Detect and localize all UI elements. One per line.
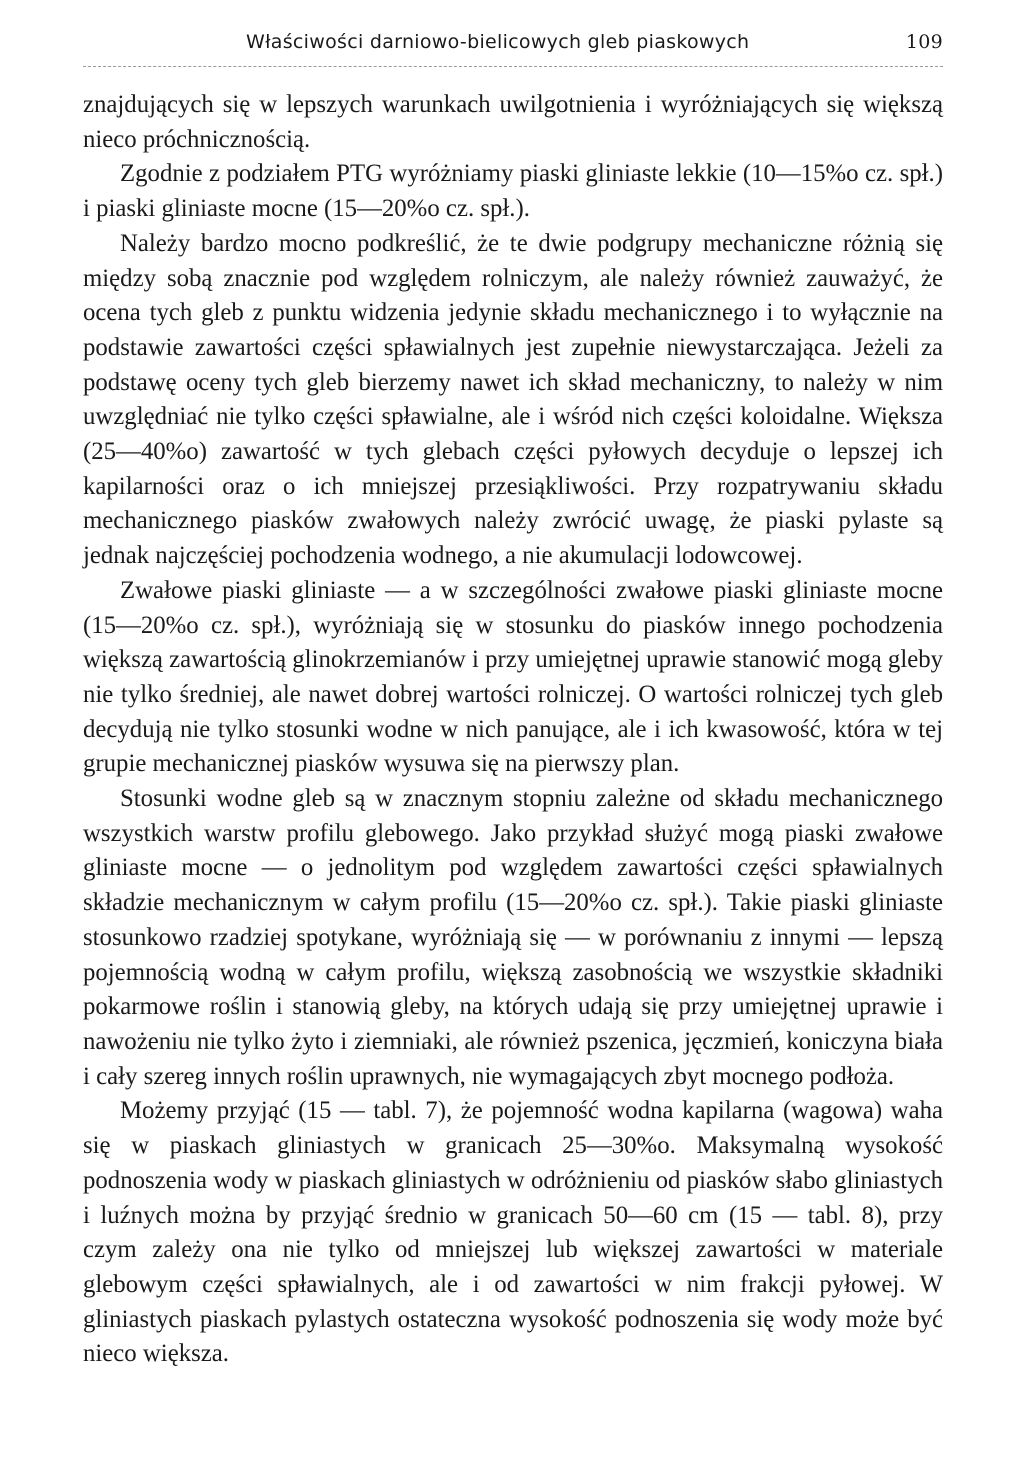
body-text <box>83 88 943 1372</box>
paragraph: Zwałowe piaski gliniaste — a w szczególności zwałowe piaski gliniaste mocne (15—20%o cz. spł.), wyróżniają się w stosunku do piasków innego pochodzenia większą zawartością glinokrzemianów i przy umiejętnej uprawie stanowić mogą gleby nie tylko średniej, ale nawet dobrej wartości rolniczej. O wartości rolniczej tych gleb decydują nie tylko stosunki wodne w nich panujące, ale i ich kwasowość, która w tej grupie mechanicznej piasków wysuwa się na pierwszy plan. <box>83 576 944 778</box>
paragraph-continuation: znajdujących się w lepszych warunkach uwilgotnienia i wyróżniających się większą nieco próchnicznością. <box>83 91 943 153</box>
page <box>83 28 943 1372</box>
paragraph: Możemy przyjąć (15 — tabl. 7), że pojemność wodna kapilarna (wagowa) waha się w piaskach gliniastych w granicach 25—30%o. Maksymalną wysokość podnoszenia wody w piaskach gliniastych w odróżnieniu od piasków słabo gliniastych i luźnych można by przyjąć średnio w granicach 50—60 cm (15 — tabl. 8), przy czym zależy ona nie tylko od mniejszej lub większej zawartości w materiale glebowym części spławialnych, ale i od zawartości w nim frakcji pyłowej. W gliniastych piaskach pylastych ostateczna wysokość podnoszenia się wody może być nieco większa. <box>83 1097 943 1368</box>
header-rule <box>83 66 943 67</box>
paragraph: Zgodnie z podziałem PTG wyróżniamy piaski gliniaste lekkie (10—15%o cz. spł.) i piaski gliniaste mocne (15—20%o cz. spł.). <box>83 160 943 223</box>
running-head <box>83 28 943 62</box>
paragraph: Stosunki wodne gleb są w znacznym stopniu zależne od składu mechanicznego wszystkich warstw profilu glebowego. Jako przykład służyć mogą piaski zwałowe gliniaste mocne — o jednolitym pod względem zawartości części spławialnych składzie mechanicznym w całym profilu (15—20%o cz. spł.). Takie piaski gliniaste stosunkowo rzadziej spotykane, wyróżniają się — w porównaniu z innymi — lepszą pojemnością wodną w całym profilu, większą zasobnością we wszystkie składniki pokarmowe roślin i stanowią gleby, na których udają się przy umiejętnej uprawie i nawożeniu nie tylko żyto i ziemniaki, ale również pszenica, jęczmień, koniczyna biała i cały szereg innych roślin uprawnych, nie wymagających zbyt mocnego podłoża. <box>83 785 943 1090</box>
page-number: 109 <box>905 31 943 53</box>
paragraph: Należy bardzo mocno podkreślić, że te dwie podgrupy mechaniczne różnią się między sobą znacznie pod względem rolniczym, ale należy również zauważyć, że ocena tych gleb z punktu widzenia jedynie składu mechanicznego i to wyłącznie na podstawie zawartości części spławialnych jest zupełnie niewystarczająca. Jeżeli za podstawę oceny tych gleb bierzemy nawet ich skład mechaniczny, to należy w nim uwzględniać nie tylko części spławialne, ale i wśród nich części koloidalne. Większa (25—40%o) zawartość w tych glebach części pyłowych decyduje o lepszej ich kapilarności oraz o ich mniejszej przesiąkliwości. Przy rozpatrywaniu składu mechanicznego piasków zwałowych należy zwrócić uwagę, że piaski pylaste są jednak najczęściej pochodzenia wodnego, a nie akumulacji lodowcowej. <box>83 229 943 570</box>
running-title: Właściwości darniowo-bielicowych gleb piaskowych <box>246 31 750 53</box>
